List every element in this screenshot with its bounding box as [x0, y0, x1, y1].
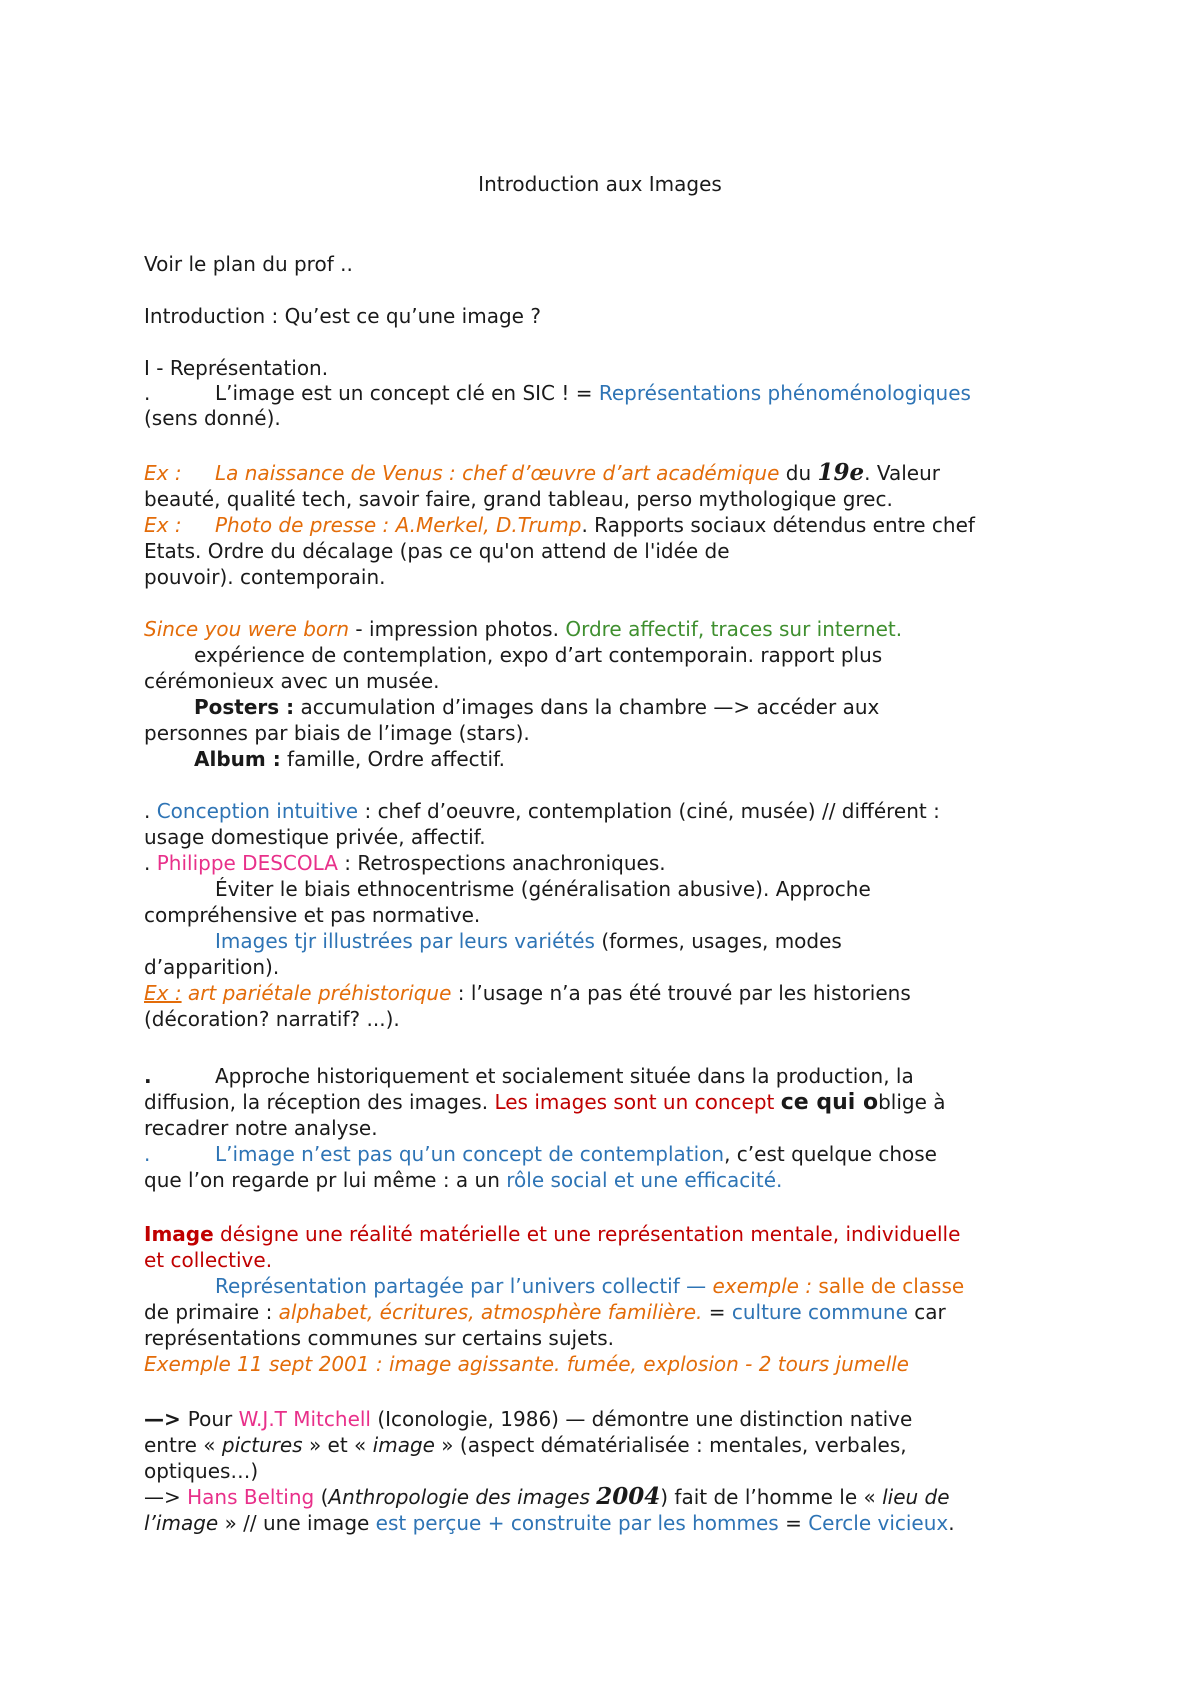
text-line: Éviter le biais ethnocentrisme (généralisation abusive). Approche [215, 877, 871, 901]
text-line: de primaire : alphabet, écritures, atmosphère familière. = culture commune car [144, 1300, 946, 1324]
example-label: Ex : [144, 513, 182, 537]
text-line: l’image » // une image est perçue + construite par les hommes = Cercle vicieux. [144, 1511, 955, 1535]
text-line: Images tjr illustrées par leurs variétés (formes, usages, modes [215, 929, 842, 953]
text-line: (sens donné). [144, 406, 281, 430]
text-line: cérémonieux avec un musée. [144, 669, 440, 693]
text-line: . L’image n’est pas qu’un concept de contemplation, c’est quelque chose [144, 1142, 937, 1166]
text-line: personnes par biais de l’image (stars). [144, 721, 530, 745]
text-line: . L’image est un concept clé en SIC ! = Représentations phénoménologiques [144, 381, 971, 405]
text-line: entre « pictures » et « image » (aspect dématérialisée : mentales, verbales, [144, 1433, 907, 1457]
text-line: . Conception intuitive : chef d’oeuvre, contemplation (ciné, musée) // différent : [144, 799, 940, 823]
text-line: . Approche historiquement et socialement située dans la production, la [144, 1064, 914, 1088]
text-line: représentations communes sur certains sujets. [144, 1326, 614, 1350]
text-line: d’apparition). [144, 955, 280, 979]
text-line: Etats. Ordre du décalage (pas ce qu'on attend de l'idée de [144, 539, 730, 563]
text-line: Posters : accumulation d’images dans la chambre —> accéder aux [194, 695, 880, 719]
text-line: Image désigne une réalité matérielle et une représentation mentale, individuelle [144, 1222, 961, 1246]
text-line: diffusion, la réception des images. Les images sont un concept ce qui oblige à [144, 1090, 946, 1115]
text-line: compréhensive et pas normative. [144, 903, 481, 927]
text-line: pouvoir). contemporain. [144, 565, 386, 589]
text-line: . Philippe DESCOLA : Retrospections anachroniques. [144, 851, 666, 875]
bullet: . [144, 381, 151, 405]
text-line: Since you were born - impression photos. Ordre affectif, traces sur internet. [144, 617, 903, 641]
text-line: beauté, qualité tech, savoir faire, grand tableau, perso mythologique grec. [144, 487, 893, 511]
text-line: Ex : La naissance de Venus : chef d’œuvre d’art académique du 19e. Valeur [144, 459, 940, 486]
page-title: Introduction aux Images [478, 172, 722, 196]
text-line: que l’on regarde pr lui même : a un rôle social et une efficacité. [144, 1168, 783, 1192]
text-line: —> Hans Belting (Anthropologie des images 2004) fait de l’homme le « lieu de [144, 1483, 950, 1510]
text-line: recadrer notre analyse. [144, 1116, 378, 1140]
text-line: —> Pour W.J.T Mitchell (Iconologie, 1986) — démontre une distinction native [144, 1407, 913, 1431]
text-line: Ex : art pariétale préhistorique : l’usage n’a pas été trouvé par les historiens [144, 981, 911, 1005]
text-line: Album : famille, Ordre affectif. [194, 747, 505, 771]
section-heading: I - Représentation. [144, 356, 329, 380]
example-label: Ex : [144, 461, 182, 485]
text-line: Ex : Photo de presse : A.Merkel, D.Trump. Rapports sociaux détendus entre chef [144, 513, 975, 537]
text-line: Exemple 11 sept 2001 : image agissante. fumée, explosion - 2 tours jumelle [144, 1352, 909, 1376]
text-line: (décoration? narratif? ...). [144, 1007, 400, 1031]
text-line: Représentation partagée par l’univers collectif — exemple : salle de classe [215, 1274, 965, 1298]
text-line: Introduction : Qu’est ce qu’une image ? [144, 304, 541, 328]
text-line: usage domestique privée, affectif. [144, 825, 486, 849]
text-line: optiques…) [144, 1459, 259, 1483]
text-line: et collective. [144, 1248, 273, 1272]
text-line: Voir le plan du prof .. [144, 252, 353, 276]
text-line: expérience de contemplation, expo d’art contemporain. rapport plus [194, 643, 883, 667]
highlight: Représentations phénoménologiques [598, 381, 971, 405]
